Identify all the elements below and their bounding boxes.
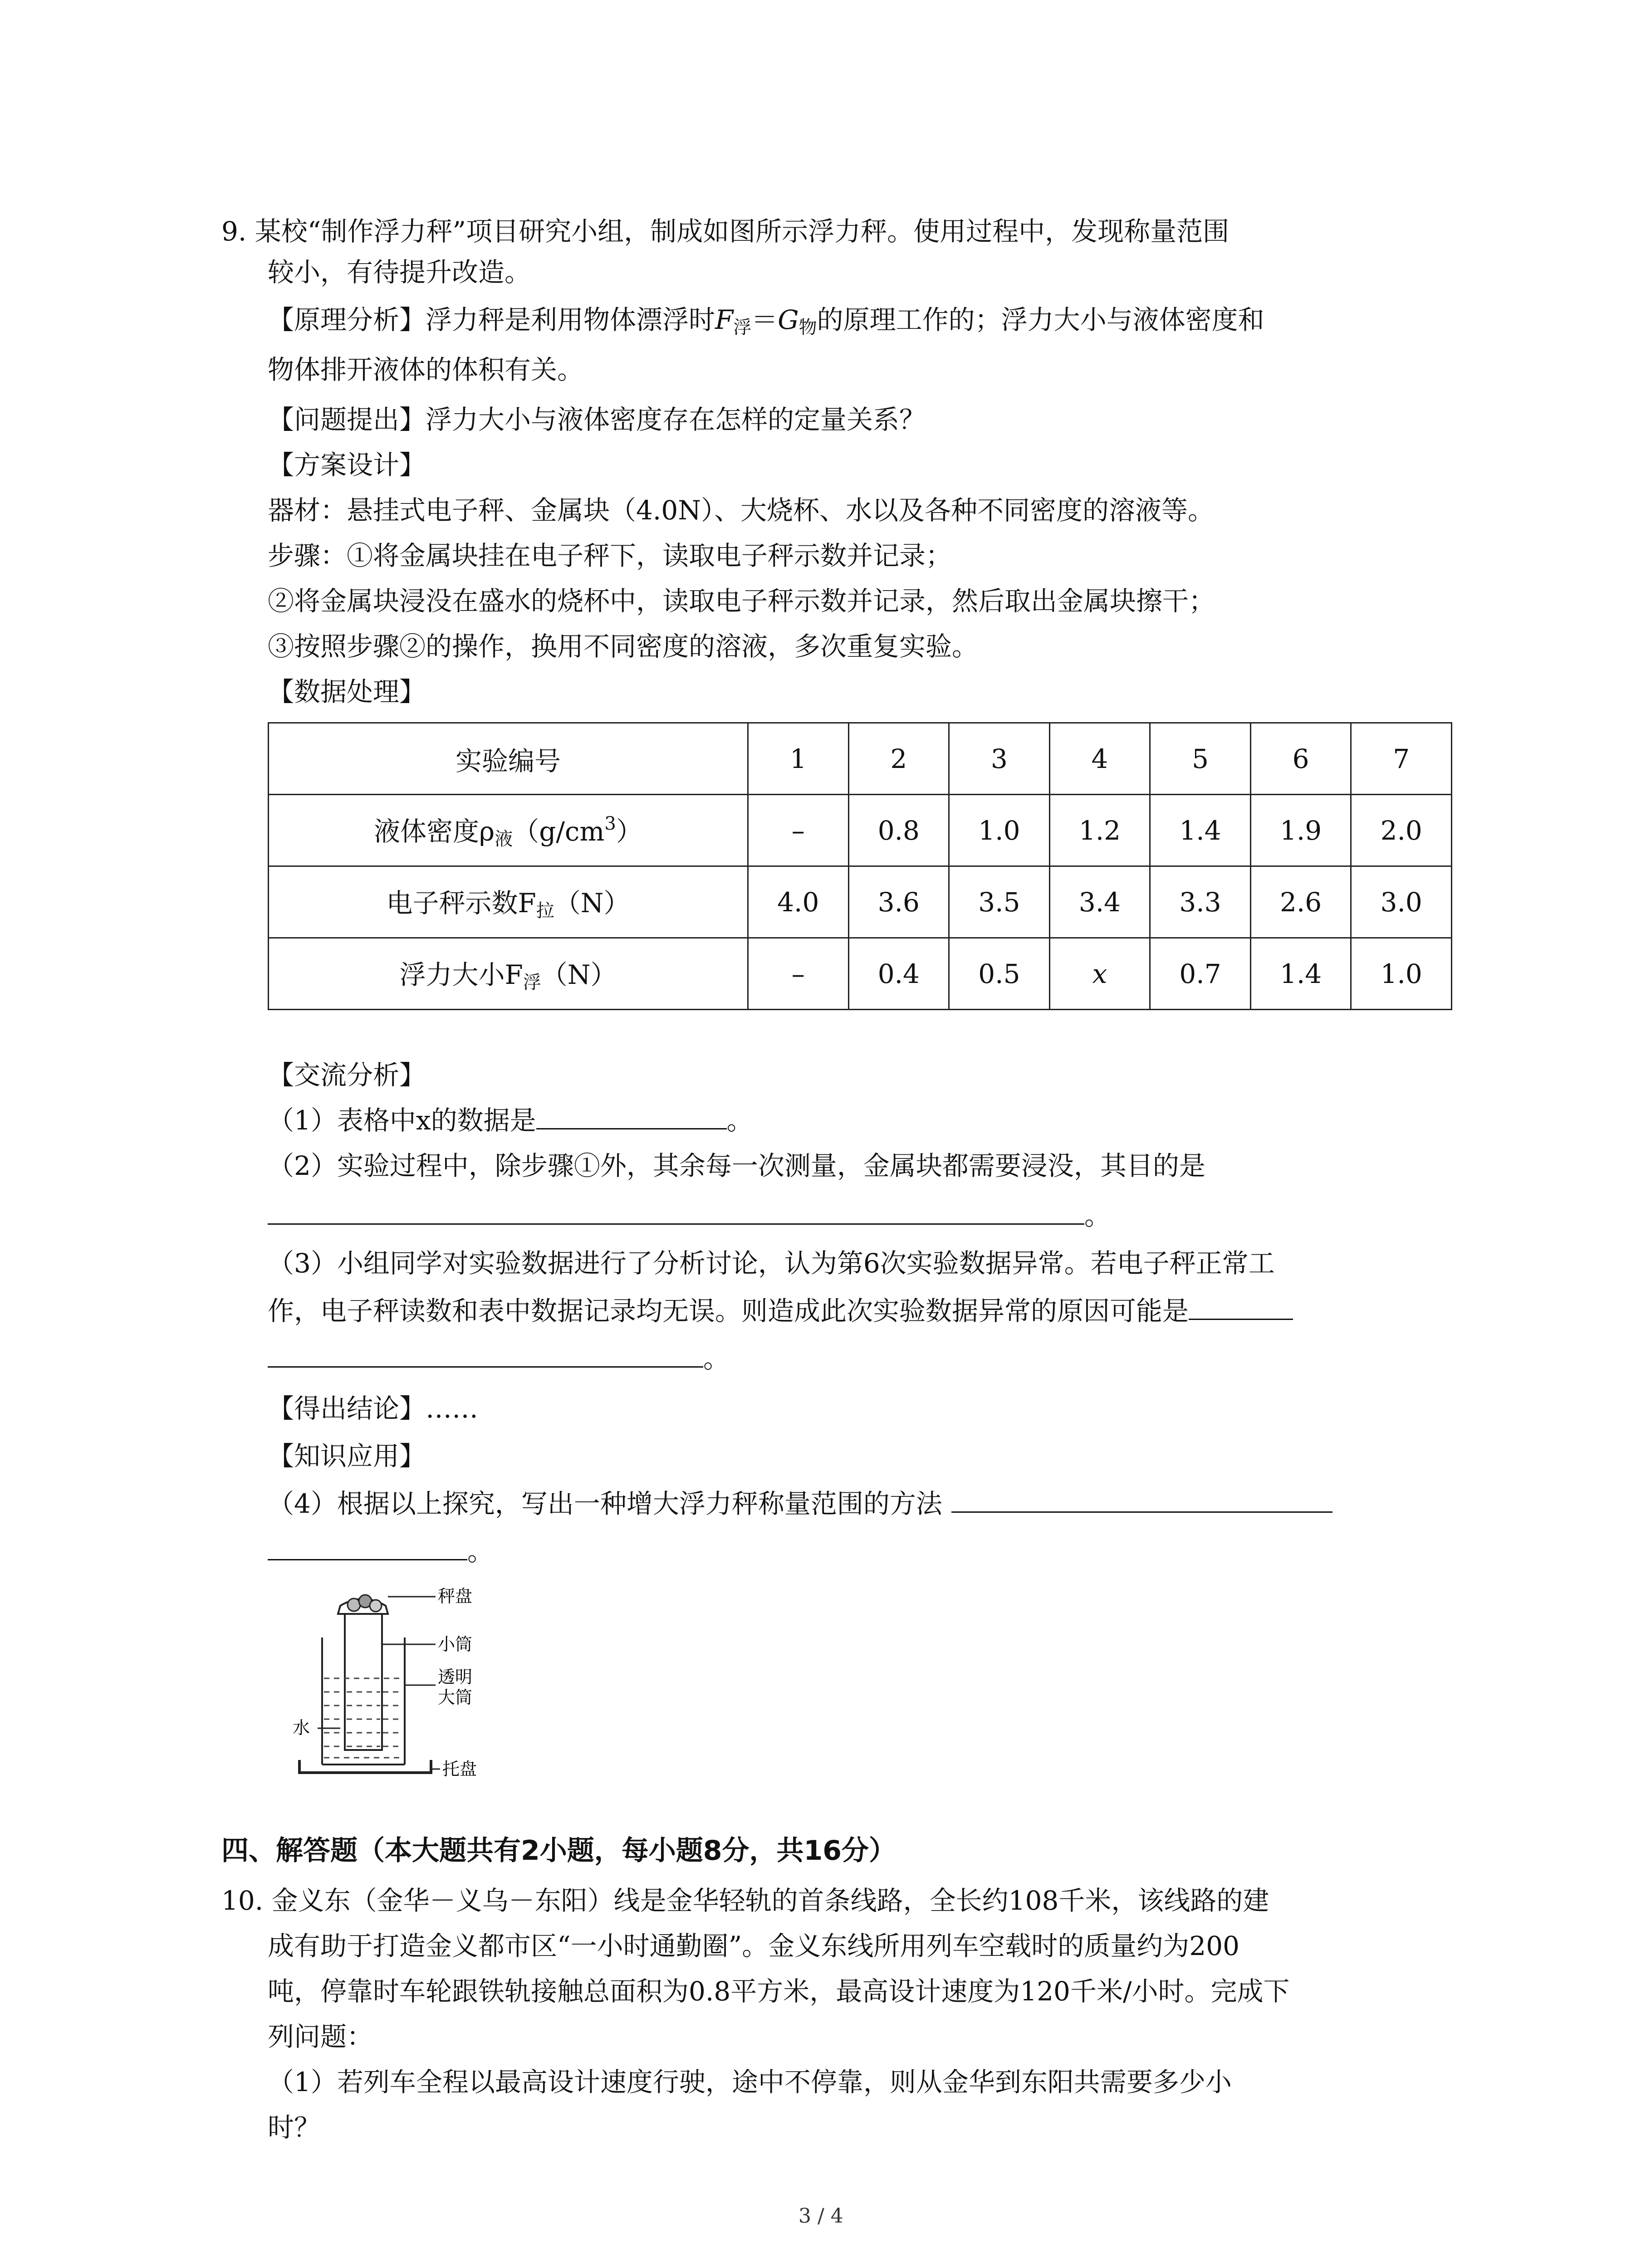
q9-sub4-blank-line (268, 1533, 494, 1569)
table-cell: 3.5 (949, 866, 1050, 938)
principle-g: G (778, 304, 799, 335)
q9-sub1 (268, 1102, 753, 1139)
principle-eq: ＝ (751, 304, 778, 335)
principle-text: 【原理分析】浮力秤是利用物体漂浮时 (268, 304, 715, 335)
q9-step2: ②将金属块浸没在盛水的烧杯中，读取电子秤示数并记录，然后取出金属块擦干； (268, 586, 1215, 616)
q9-line1: 9. 某校“制作浮力秤”项目研究小组，制成如图所示浮力秤。使用过程中，发现称量范围 (221, 216, 1230, 247)
table-cell: 4.0 (748, 866, 849, 938)
q9-step1: 步骤：①将金属块挂在电子秤下，读取电子秤示数并记录； (268, 540, 952, 571)
label-text: 浮力大小F (399, 959, 523, 990)
label-big-tube-1: 透明 (438, 1667, 473, 1687)
table-row-buoyancy (269, 938, 1452, 1010)
table-cell: 3.0 (1351, 866, 1452, 938)
q9-principle-line2: 物体排开液体的体积有关。 (268, 354, 584, 385)
q9-application: 【知识应用】 (268, 1441, 426, 1471)
answer-blank-3a[interactable] (1189, 1293, 1293, 1320)
q10-line2: 成有助于打造金义都市区“一小时通勤圈”。金义东线所用列车空载时的质量约为200 (268, 1931, 1240, 1961)
q9-sub2-blank-line (268, 1198, 1111, 1234)
answer-blank-4a[interactable] (951, 1486, 1332, 1513)
label-sub: 浮 (523, 972, 541, 993)
row-label-density (269, 795, 748, 866)
section4-title: 四、解答题（本大题共有2小题，每小题8分，共16分） (221, 1835, 896, 1867)
label-small-tube: 小筒 (438, 1634, 473, 1654)
label-unit: （g/cm (513, 816, 605, 847)
label-big-tube-2: 大筒 (438, 1687, 473, 1707)
q9-line2: 较小，有待提升改造。 (268, 257, 531, 288)
label-pan: 秤盘 (438, 1588, 473, 1606)
sub3-text: 作，电子秤读数和表中数据记录均无误。则造成此次实验数据异常的原因可能是 (268, 1295, 1189, 1326)
table-cell: 0.7 (1150, 938, 1251, 1010)
q9-sub3-blank-line (268, 1340, 730, 1377)
table-cell: 0.4 (848, 938, 949, 1010)
table-cell: 1.9 (1250, 795, 1351, 866)
table-cell: 3.3 (1150, 866, 1251, 938)
sub4-end: 。 (467, 1536, 494, 1567)
tray-shape (299, 1760, 431, 1773)
q10-line1: 10. 金义东（金华－义乌－东阳）线是金华轻轨的首条线路，全长约108千米，该线路的建 (221, 1885, 1269, 1916)
small-tube-shape (345, 1614, 382, 1750)
label-unit: （N） (554, 888, 630, 919)
page-number: 3 / 4 (798, 2204, 843, 2228)
data-table (268, 722, 1452, 1010)
q10-sub1-line2: 时？ (268, 2112, 321, 2143)
table-row-density (269, 795, 1452, 866)
answer-blank-2[interactable] (268, 1198, 1084, 1225)
table-header-cell: 3 (949, 723, 1050, 795)
table-cell: 2.6 (1250, 866, 1351, 938)
table-header-cell: 2 (848, 723, 949, 795)
sub4-text: （4）根据以上探究，写出一种增大浮力秤称量范围的方法 (268, 1488, 942, 1519)
table-cell: x (1049, 938, 1150, 1010)
label-end: ） (616, 816, 642, 847)
principle-f: F (715, 304, 734, 335)
label-unit: （N） (541, 959, 617, 990)
scale-diagram (290, 1588, 544, 1787)
sub2-end: 。 (1084, 1200, 1111, 1231)
q9-conclusion: 【得出结论】…… (268, 1393, 479, 1424)
q9-design: 【方案设计】 (268, 450, 426, 480)
q9-materials: 器材：悬挂式电子秤、金属块（4.0N）、大烧杯、水以及各种不同密度的溶液等。 (268, 495, 1214, 526)
label-text: 液体密度ρ (374, 816, 495, 847)
label-text: 电子秤示数F (386, 888, 536, 919)
answer-blank-3b[interactable] (268, 1341, 703, 1368)
table-header-cell: 6 (1250, 723, 1351, 795)
sub1-text: （1）表格中x的数据是 (268, 1105, 536, 1136)
q9-sub2: （2）实验过程中，除步骤①外，其余每一次测量，金属块都需要浸没，其目的是 (268, 1150, 1205, 1181)
table-cell: 2.0 (1351, 795, 1452, 866)
table-cell: 3.6 (848, 866, 949, 938)
q9-principle (268, 302, 1264, 346)
table-cell: 3.4 (1049, 866, 1150, 938)
label-sup: 3 (604, 813, 616, 834)
buoyancy-scale-figure (290, 1588, 544, 1787)
table-header-cell: 4 (1049, 723, 1150, 795)
answer-blank-4b[interactable] (268, 1534, 467, 1560)
q9-sub3-line2 (268, 1293, 1293, 1329)
table-cell: 1.4 (1150, 795, 1251, 866)
q9-question: 【问题提出】浮力大小与液体密度存在怎样的定量关系？ (268, 404, 926, 435)
table-header-cell: 实验编号 (269, 723, 748, 795)
table-cell: 1.4 (1250, 938, 1351, 1010)
table-header-cell: 5 (1150, 723, 1251, 795)
q9-sub4 (268, 1486, 1332, 1522)
q10-sub1-line1: （1）若列车全程以最高设计速度行驶，途中不停靠，则从金华到东阳共需要多少小 (268, 2067, 1232, 2097)
q9-sub3-line1: （3）小组同学对实验数据进行了分析讨论，认为第6次实验数据异常。若电子秤正常工 (268, 1248, 1275, 1279)
table-cell: 1.0 (949, 795, 1050, 866)
q9-step3: ③按照步骤②的操作，换用不同密度的溶液，多次重复实验。 (268, 631, 979, 662)
label-water: 水 (293, 1718, 310, 1738)
row-label-buoyancy (269, 938, 748, 1010)
q9-data-title: 【数据处理】 (268, 676, 426, 707)
table-header-cell: 1 (748, 723, 849, 795)
row-label-reading (269, 866, 748, 938)
table-cell: 1.0 (1351, 938, 1452, 1010)
table-cell: – (748, 938, 849, 1010)
label-sub: 拉 (536, 900, 554, 921)
table-header-row (269, 723, 1452, 795)
label-sub: 液 (495, 829, 513, 850)
q9-exchange: 【交流分析】 (268, 1060, 426, 1090)
q10-line4: 列问题： (268, 2021, 373, 2052)
answer-blank-1[interactable] (536, 1103, 727, 1129)
table-cell: – (748, 795, 849, 866)
table-row-reading (269, 866, 1452, 938)
principle-sub2: 物 (798, 317, 817, 338)
table-header-cell: 7 (1351, 723, 1452, 795)
q10-line3: 吨，停靠时车轮跟铁轨接触总面积为0.8平方米，最高设计速度为120千米/小时。完成下 (268, 1976, 1290, 2007)
sub1-end: 。 (726, 1105, 753, 1136)
label-tray: 托盘 (442, 1759, 477, 1779)
table-cell: 0.5 (949, 938, 1050, 1010)
table-cell: 1.2 (1049, 795, 1150, 866)
table-cell: 0.8 (848, 795, 949, 866)
principle-sub1: 浮 (733, 317, 752, 338)
principle-post: 的原理工作的；浮力大小与液体密度和 (817, 304, 1264, 335)
sub3-end: 。 (703, 1343, 730, 1374)
